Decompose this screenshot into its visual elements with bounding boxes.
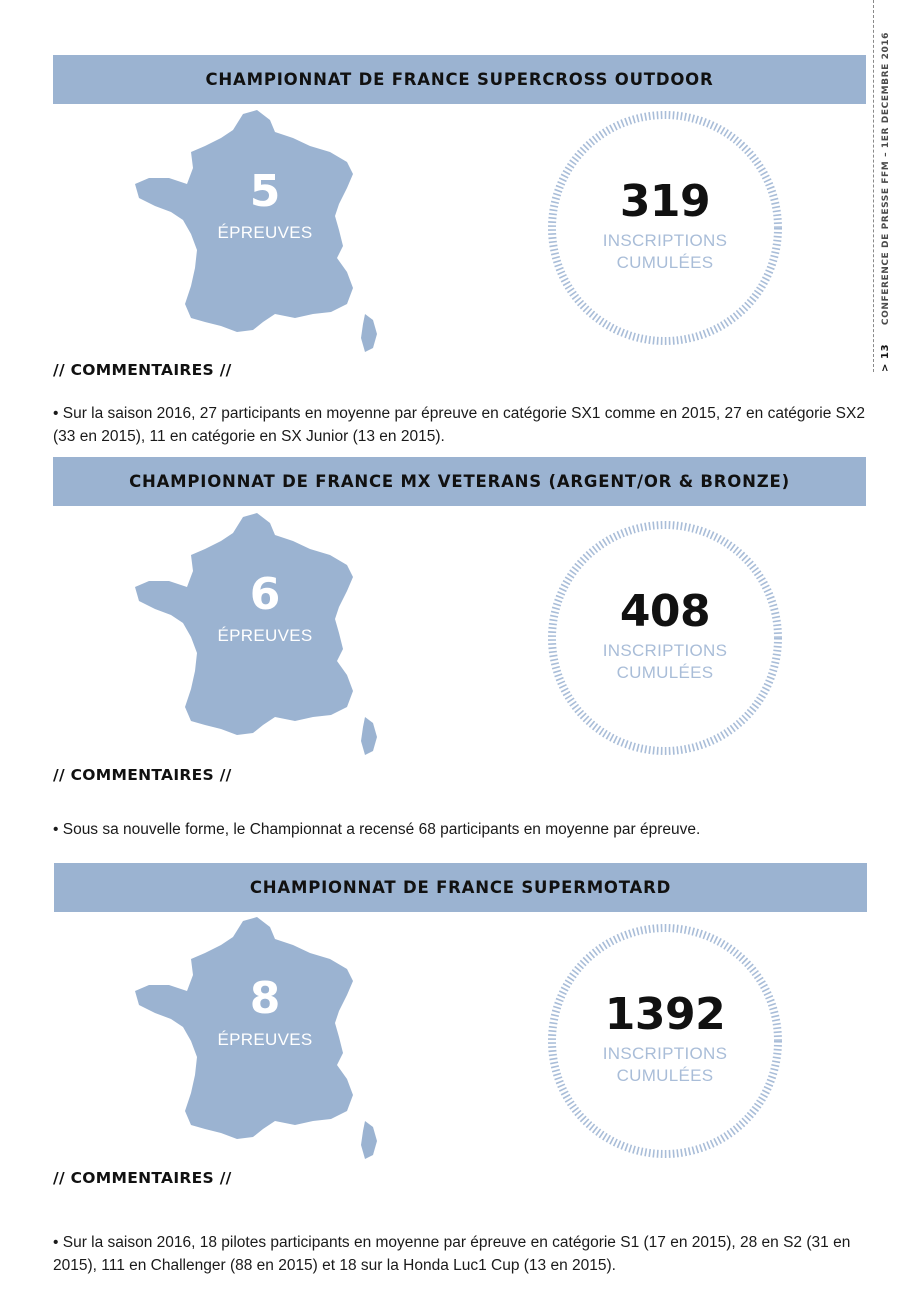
- inscriptions-block: [545, 108, 785, 348]
- section-title: CHAMPIONNAT DE FRANCE SUPERCROSS OUTDOOR: [205, 70, 714, 89]
- epreuves-label: ÉPREUVES: [217, 1030, 313, 1049]
- comment-text: • Sur la saison 2016, 27 participants en moyenne par épreuve en catégorie SX1 comme en 2015, 27 en catégorie SX2 (33 en 2015), 11 en catégorie en SX Junior (13 en 2015).: [53, 405, 865, 445]
- press-conference-caption: CONFERENCE DE PRESSE FFM – 1ER DECEMBRE 2016: [881, 31, 891, 326]
- inscriptions-count: 319: [619, 176, 711, 227]
- section-banner: [53, 457, 866, 506]
- inscriptions-label: [545, 230, 785, 274]
- comment-text: • Sous sa nouvelle forme, le Championnat a recensé 68 participants en moyenne par épreuve.: [53, 821, 701, 838]
- epreuves-label: ÉPREUVES: [217, 223, 313, 242]
- dashed-ring-icon: [545, 108, 785, 348]
- epreuves-block: [125, 511, 390, 761]
- comments-heading: // COMMENTAIRES //: [53, 361, 232, 379]
- inscriptions-label-line2: CUMULÉES: [616, 1066, 714, 1085]
- epreuves-count: 5: [249, 166, 281, 217]
- page-number: > 13: [880, 343, 891, 372]
- inscriptions-count: 1392: [604, 989, 726, 1040]
- section-title: CHAMPIONNAT DE FRANCE SUPERMOTARD: [249, 878, 672, 897]
- comments-heading: // COMMENTAIRES //: [53, 1169, 232, 1187]
- side-caption: [880, 32, 891, 372]
- inscriptions-label: [545, 640, 785, 684]
- inscriptions-block: [545, 518, 785, 758]
- inscriptions-label: [545, 1043, 785, 1087]
- inscriptions-label-line2: CUMULÉES: [616, 663, 714, 682]
- epreuves-block: [125, 915, 390, 1165]
- inscriptions-label-line2: CUMULÉES: [616, 253, 714, 272]
- side-divider: [873, 0, 874, 372]
- epreuves-block: [125, 108, 390, 358]
- epreuves-label: ÉPREUVES: [217, 626, 313, 645]
- epreuves-count: 6: [249, 569, 281, 620]
- inscriptions-block: [545, 921, 785, 1161]
- epreuves-count: 8: [249, 973, 281, 1024]
- inscriptions-label-line1: INSCRIPTIONS: [602, 641, 728, 660]
- dashed-ring-icon: [545, 921, 785, 1161]
- inscriptions-label-line1: INSCRIPTIONS: [602, 1044, 728, 1063]
- section-banner: [54, 863, 867, 912]
- comment-text: • Sur la saison 2016, 18 pilotes participants en moyenne par épreuve en catégorie S1 (17 en 2015), 28 en S2 (31 en 2015), 111 en Challenger (88 en 2015) et 18 sur la Honda Luc1 Cup (13 en 2015).: [53, 1234, 851, 1274]
- dashed-ring-icon: [545, 518, 785, 758]
- section-title: CHAMPIONNAT DE FRANCE MX VETERANS (ARGENT/OR & BRONZE): [129, 472, 790, 491]
- section-banner: [53, 55, 866, 104]
- inscriptions-count: 408: [619, 586, 711, 637]
- comments-heading: // COMMENTAIRES //: [53, 766, 232, 784]
- inscriptions-label-line1: INSCRIPTIONS: [602, 231, 728, 250]
